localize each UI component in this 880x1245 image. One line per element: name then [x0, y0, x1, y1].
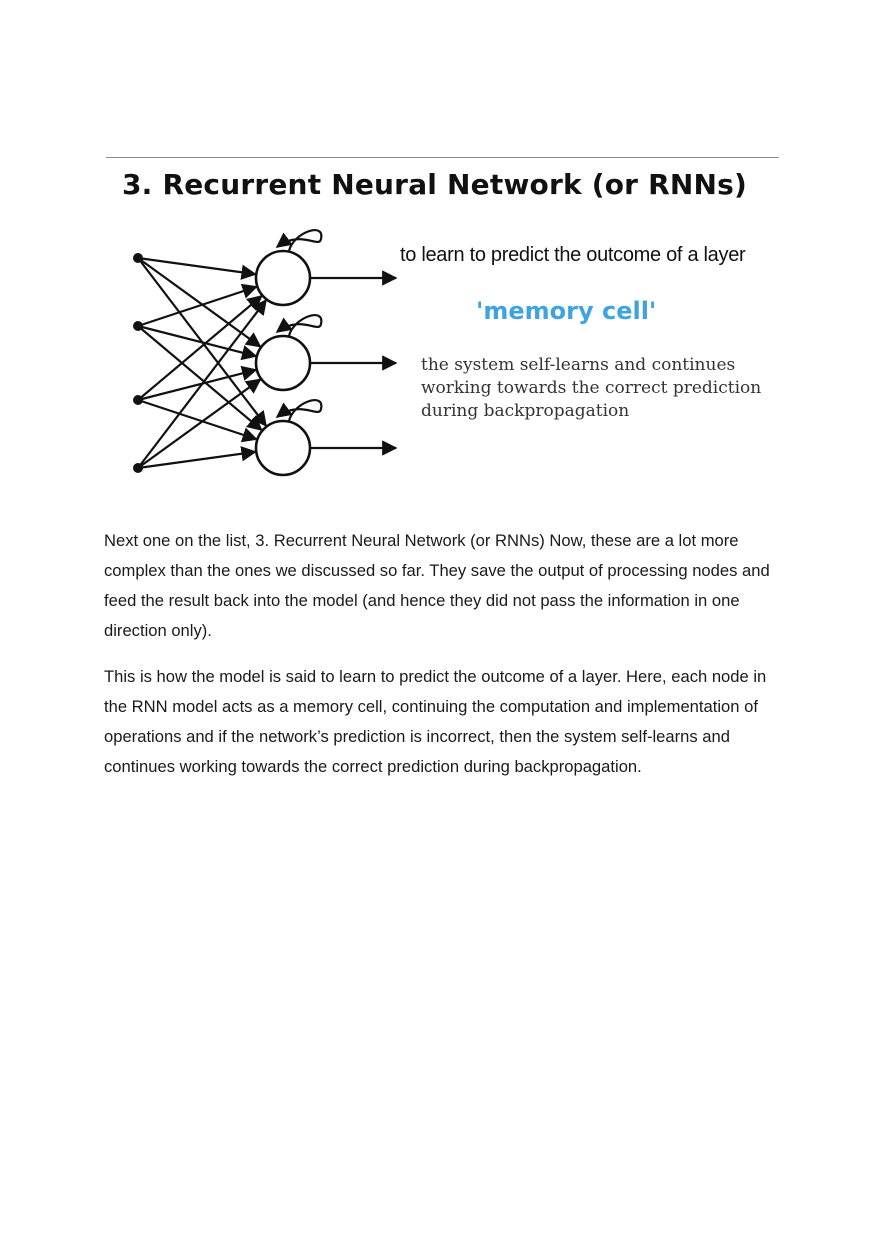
self-loop-arrow — [277, 315, 321, 336]
caption-line: the system self-learns and continues — [421, 355, 736, 375]
paragraph: This is how the model is said to learn to predict the outcome of a layer. Here, each node in the RNN model acts as a memory cell, continuing the computation and implementation of operations and if the network’s prediction is incorrect, then the system self-learns and continues working towards the correct prediction during backpropagation. — [104, 667, 767, 776]
memory-cell-node — [256, 251, 310, 305]
article-body — [104, 526, 784, 798]
caption-line: during backpropagation — [421, 401, 630, 421]
rnn-diagram — [120, 220, 410, 485]
input-edge — [138, 400, 256, 439]
memory-cell-node — [256, 336, 310, 390]
paragraph: Next one on the list, 3. Recurrent Neural Network (or RNNs) Now, these are a lot more complex than the ones we discussed so far. They save the output of processing nodes and feed the result back into the model (and hence they did not pass the information in one direction only). — [104, 531, 770, 640]
input-node — [133, 321, 143, 331]
caption-learn: to learn to predict the outcome of a layer — [400, 244, 746, 266]
caption-line: working towards the correct prediction — [421, 378, 762, 398]
slide-title: 3. Recurrent Neural Network (or RNNs) — [122, 168, 747, 201]
input-node — [133, 395, 143, 405]
horizontal-rule — [106, 157, 779, 158]
caption-memory-cell: 'memory cell' — [476, 297, 657, 325]
self-loop-arrow — [277, 400, 321, 421]
input-edge — [138, 287, 256, 326]
memory-cell-node — [256, 421, 310, 475]
caption-self-learns — [421, 354, 762, 423]
self-loop-arrow — [277, 230, 321, 251]
input-node — [133, 253, 143, 263]
input-node — [133, 463, 143, 473]
